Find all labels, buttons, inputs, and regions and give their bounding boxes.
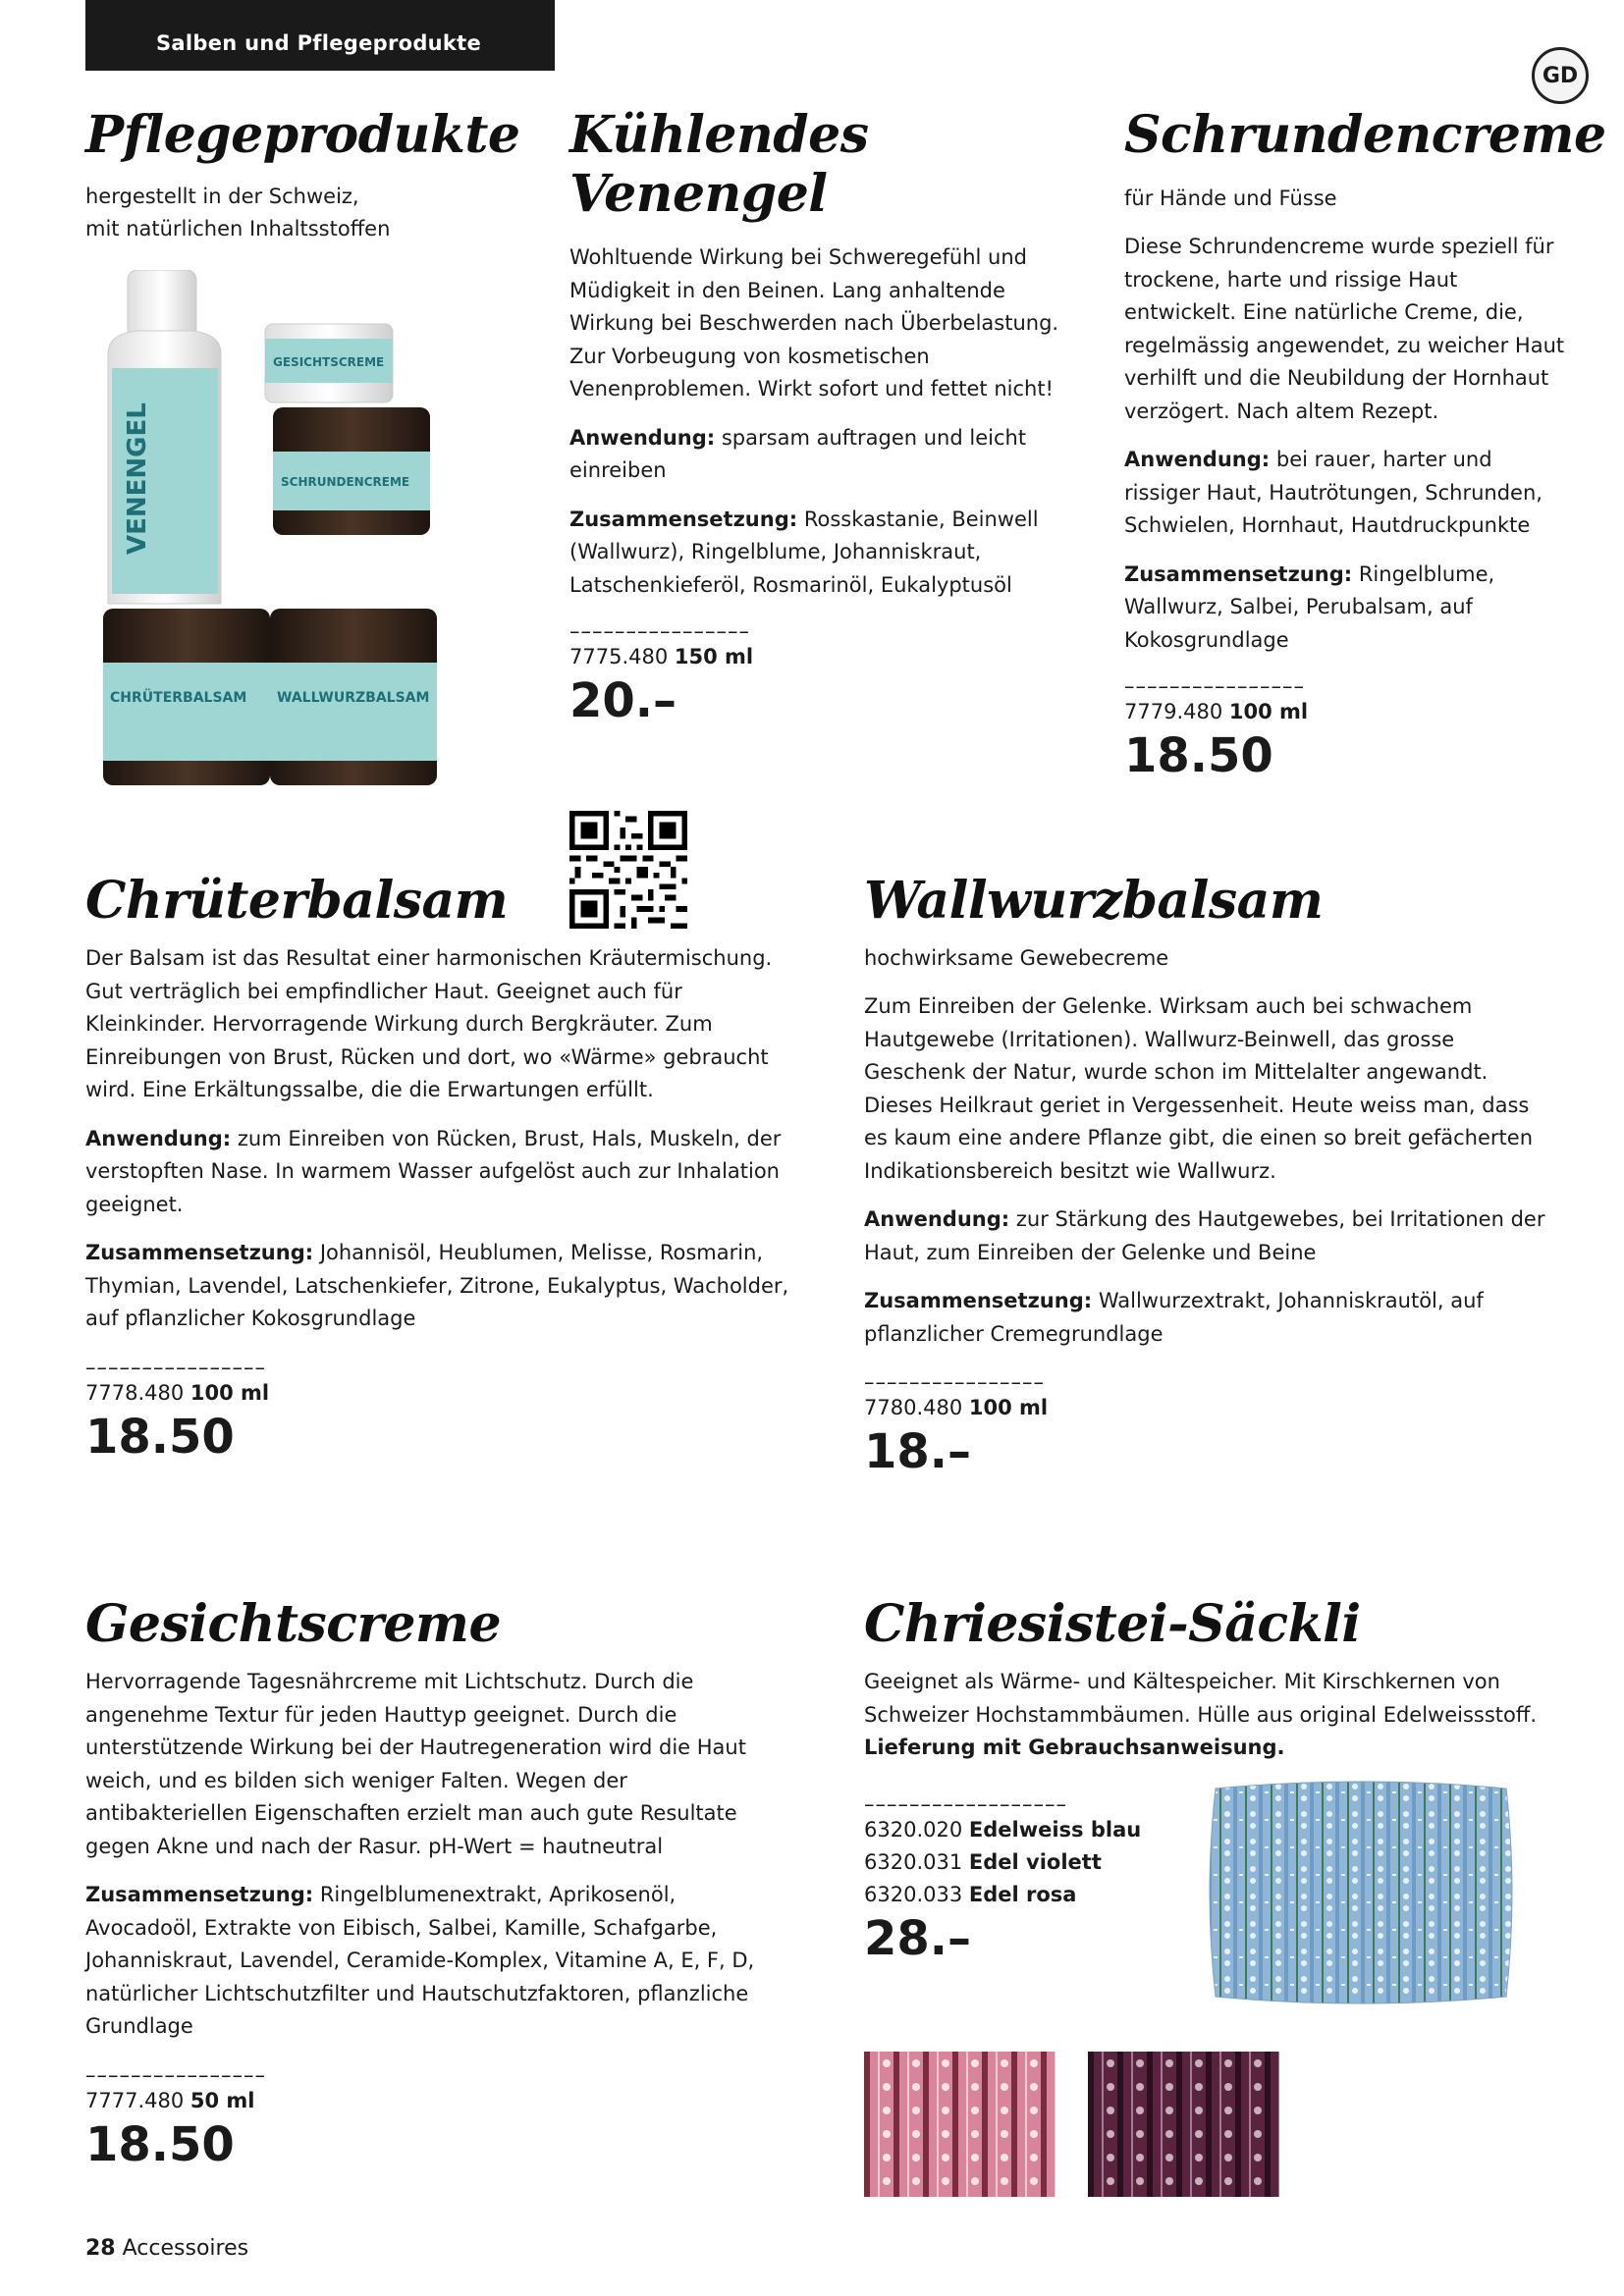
venengel-composition [569, 504, 1060, 603]
brand-logo-text: GD [1542, 63, 1579, 88]
chriesi-variant-article: 6320.031 [864, 1850, 963, 1874]
venengel-usage-text: sparsam auftragen und leicht einreiben [569, 425, 1027, 482]
wallwurz-description: Zum Einreiben der Gelenke. Wirksam auch bei schwachem Hautgewebe (Irritationen). Wallwurz-Beinwell, das grosse Geschenk der Natur, wurde schon im Mittelalter angewandt. Dieses Heilkraut geriet in Vergessenheit. Heute weiss man, dass es kaum eine andere Pflanze gibt, die einen so breit gefächerten Indikationsbereich besitzt wie Wallwurz. [864, 994, 1534, 1183]
chrueter-usage [85, 1123, 792, 1222]
schrunden-block [1124, 105, 1606, 783]
wallwurz-block [864, 872, 1551, 1479]
pflege-title: Pflegeprodukte [85, 105, 520, 165]
gesicht-divider: –––––––––––––––– [85, 2064, 266, 2085]
schrunden-composition [1124, 559, 1566, 658]
venengel-usage-label: Anwendung: [569, 425, 716, 450]
venengel-bottle-label: VENENGEL [123, 402, 152, 555]
schrunden-composition-text: Ringelblume, Wallwurz, Salbei, Perubalsam, auf Kokosgrundlage [1124, 561, 1495, 652]
wallwurz-title: Wallwurzbalsam [864, 871, 1324, 931]
gesicht-size: 50 ml [189, 2088, 255, 2112]
page-footer [85, 2236, 248, 2261]
pflege-block [85, 106, 537, 245]
schrunden-article [1124, 696, 1566, 728]
chrueter-price: 18.50 [85, 1409, 235, 1465]
chrueter-composition-text: Johannisöl, Heublumen, Melisse, Rosmarin, Thymian, Lavendel, Latschenkiefer, Zitrone, Eukalyptus, Wacholder, auf pflanzlicher Kokosgrundlage [85, 1241, 789, 1330]
chriesi-description: Geeignet als Wärme- und Kältespeicher. Mit Kirschkernen von Schweizer Hochstammbäumen. Hülle aus original Edelweissstoff. [864, 1670, 1538, 1727]
chriesi-note: Lieferung mit Gebrauchsanweisung. [864, 1735, 1285, 1759]
schrunden-composition-label: Zusammensetzung: [1124, 561, 1353, 586]
chriesi-variant-article: 6320.020 [864, 1818, 963, 1842]
wallwurz-usage-text: zur Stärkung des Hautgewebes, bei Irritationen der Haut, zum Einreiben der Gelenke und Beine [864, 1207, 1545, 1264]
schrunden-usage-text: bei rauer, harter und rissiger Haut, Hautrötungen, Schrunden, Schwielen, Hornhaut, Hautdruckpunkte [1124, 448, 1543, 537]
schrunden-divider: –––––––––––––––– [1124, 676, 1305, 696]
venengel-composition-label: Zusammensetzung: [569, 507, 798, 531]
schrunden-usage-label: Anwendung: [1124, 448, 1271, 471]
fabric-pink-image [864, 2052, 1056, 2197]
wallwurz-article [864, 1392, 1551, 1424]
chrueter-size: 100 ml [189, 1380, 270, 1405]
venengel-price: 20.– [569, 673, 677, 728]
pflege-sub-1: hergestellt in der Schweiz, [85, 185, 359, 208]
chriesi-variant-row [864, 1814, 1198, 1846]
gesicht-composition [85, 1879, 773, 2044]
section-header-label: Salben und Pflegeprodukte [156, 31, 482, 55]
chrueter-composition [85, 1237, 792, 1336]
venengel-article [569, 641, 1060, 673]
footer-section: Accessoires [122, 2236, 249, 2261]
schrunden-usage [1124, 444, 1566, 543]
venengel-divider: –––––––––––––––– [569, 621, 750, 641]
wallwurz-article-number: 7780.480 [864, 1396, 963, 1419]
chrueter-usage-label: Anwendung: [85, 1126, 232, 1150]
schrunden-price: 18.50 [1124, 728, 1273, 783]
schrunden-article-number: 7779.480 [1124, 700, 1223, 723]
chriesi-price: 28.– [864, 1911, 972, 1966]
schrundencreme-jar-label: SCHRUNDENCREME [281, 475, 410, 489]
schrunden-size: 100 ml [1228, 700, 1309, 723]
chrueterbalsam-jar-label: CHRÜTERBALSAM [110, 690, 247, 706]
gesicht-article-number: 7777.480 [85, 2088, 185, 2112]
wallwurz-composition-text: Wallwurzextrakt, Johanniskrautöl, auf pflanzlicher Cremegrundlage [864, 1289, 1484, 1346]
schrunden-description: Diese Schrundencreme wurde speziell für trockene, harte und rissige Haut entwickelt. Eine natürliche Creme, die, regelmässig angewendet, zu weicher Haut verhilft und die Neubildung der Hornhaut verzögert. Nach altem Rezept. [1124, 235, 1565, 423]
chrueter-title: Chrüterbalsam [85, 871, 509, 931]
chrueter-article [85, 1377, 792, 1410]
venengel-article-number: 7775.480 [569, 645, 669, 668]
wallwurz-usage-label: Anwendung: [864, 1207, 1010, 1231]
gesicht-description: Hervorragende Tagesnährcreme mit Lichtschutz. Durch die angenehme Textur für jeden Hauttyp geeignet. Durch die unterstützende Wirkung bei der Hautregeneration wird die Haut weich, und es bilden sich weniger Falten. Wegen der antibakteriellen Eigenschaften erzielt man auch gute Resultate gegen Akne und nach der Rasur. pH-Wert = hautneutral [85, 1670, 746, 1858]
section-header [85, 0, 555, 71]
fabric-blue-image [1208, 1779, 1514, 2006]
venengel-title-1: Kühlendes [569, 105, 869, 165]
venengel-size: 150 ml [674, 645, 754, 668]
chriesi-variant-row [864, 1846, 1198, 1879]
schrunden-title: Schrundencreme [1124, 105, 1606, 165]
chriesi-variant-name: Edelweiss blau [968, 1818, 1142, 1842]
wallwurz-divider: –––––––––––––––– [864, 1372, 1045, 1392]
chriesi-divider: –––––––––––––––––– [864, 1794, 1067, 1814]
venengel-composition-text: Rosskastanie, Beinwell (Wallwurz), Ringelblume, Johanniskraut, Latschenkieferöl, Rosmarinöl, Eukalyptusöl [569, 507, 1039, 597]
chriesi-variant-article: 6320.033 [864, 1883, 963, 1906]
wallwurz-size: 100 ml [968, 1396, 1049, 1419]
gesicht-price: 18.50 [85, 2116, 235, 2172]
chriesi-block [864, 1595, 1571, 1781]
wallwurz-composition [864, 1285, 1551, 1351]
fabric-purple-image [1088, 2052, 1279, 2197]
chrueter-description: Der Balsam ist das Resultat einer harmonischen Kräutermischung. Gut verträglich bei empfindlicher Haut. Geeignet auch für Kleinkinder. Hervorragende Wirkung durch Bergkräuter. Zum Einreibungen von Brust, Rücken und dort, wo «Wärme» gebraucht wird. Eine Erkältungssalbe, die die Erwartungen erfüllt. [85, 946, 773, 1101]
wallwurzbalsam-jar-label: WALLWURZBALSAM [277, 690, 430, 706]
gesicht-composition-text: Ringelblumenextrakt, Aprikosenöl, Avocadoöl, Extrakte von Eibisch, Salbei, Kamille, Schafgarbe, Johanniskraut, Lavendel, Ceramide-Komplex, Vitamine A, E, F, D, natürlicher Lichtschutzfilter und Hautschutzfaktoren, pflanzliche Grundlage [85, 1883, 755, 2038]
schrunden-sub: für Hände und Füsse [1124, 187, 1337, 210]
venengel-usage [569, 422, 1060, 488]
product-photo [98, 270, 452, 790]
wallwurz-sub: hochwirksame Gewebecreme [864, 946, 1169, 970]
venengel-title-2: Venengel [569, 164, 828, 224]
chriesi-title: Chriesistei-Säckli [864, 1594, 1361, 1654]
pflege-sub-2: mit natürlichen Inhaltsstoffen [85, 217, 391, 240]
gesicht-article [85, 2085, 773, 2117]
brand-logo [1532, 47, 1589, 104]
chriesi-order-block [864, 1794, 1198, 1966]
wallwurz-usage [864, 1203, 1551, 1269]
chriesi-variant-name: Edel rosa [968, 1883, 1077, 1906]
chrueter-block [85, 872, 792, 1465]
wallwurz-composition-label: Zusammensetzung: [864, 1289, 1093, 1312]
chrueter-article-number: 7778.480 [85, 1380, 185, 1405]
gesichtscreme-jar-label: GESICHTSCREME [273, 355, 385, 369]
chriesi-variant-name: Edel violett [968, 1850, 1102, 1874]
venengel-description: Wohltuende Wirkung bei Schweregefühl und Müdigkeit in den Beinen. Lang anhaltende Wirkung bei Beschwerden nach Überbelastung. Zur Vorbeugung von kosmetischen Venenproblemen. Wirkt sofort und fettet nicht! [569, 245, 1059, 400]
chrueter-composition-label: Zusammensetzung: [85, 1241, 314, 1264]
gesicht-composition-label: Zusammensetzung: [85, 1883, 314, 1906]
page-number: 28 [85, 2236, 116, 2261]
chrueter-divider: –––––––––––––––– [85, 1357, 266, 1377]
wallwurz-price: 18.– [864, 1424, 972, 1479]
chrueter-usage-text: zum Einreiben von Rücken, Brust, Hals, Muskeln, der verstopften Nase. In warmem Wasser aufgelöst auch zur Inhalation geeignet. [85, 1126, 782, 1216]
gesicht-block [85, 1595, 773, 2172]
gesicht-title: Gesichtscreme [85, 1594, 502, 1654]
venengel-block [569, 106, 1060, 728]
chriesi-variant-row [864, 1879, 1198, 1911]
